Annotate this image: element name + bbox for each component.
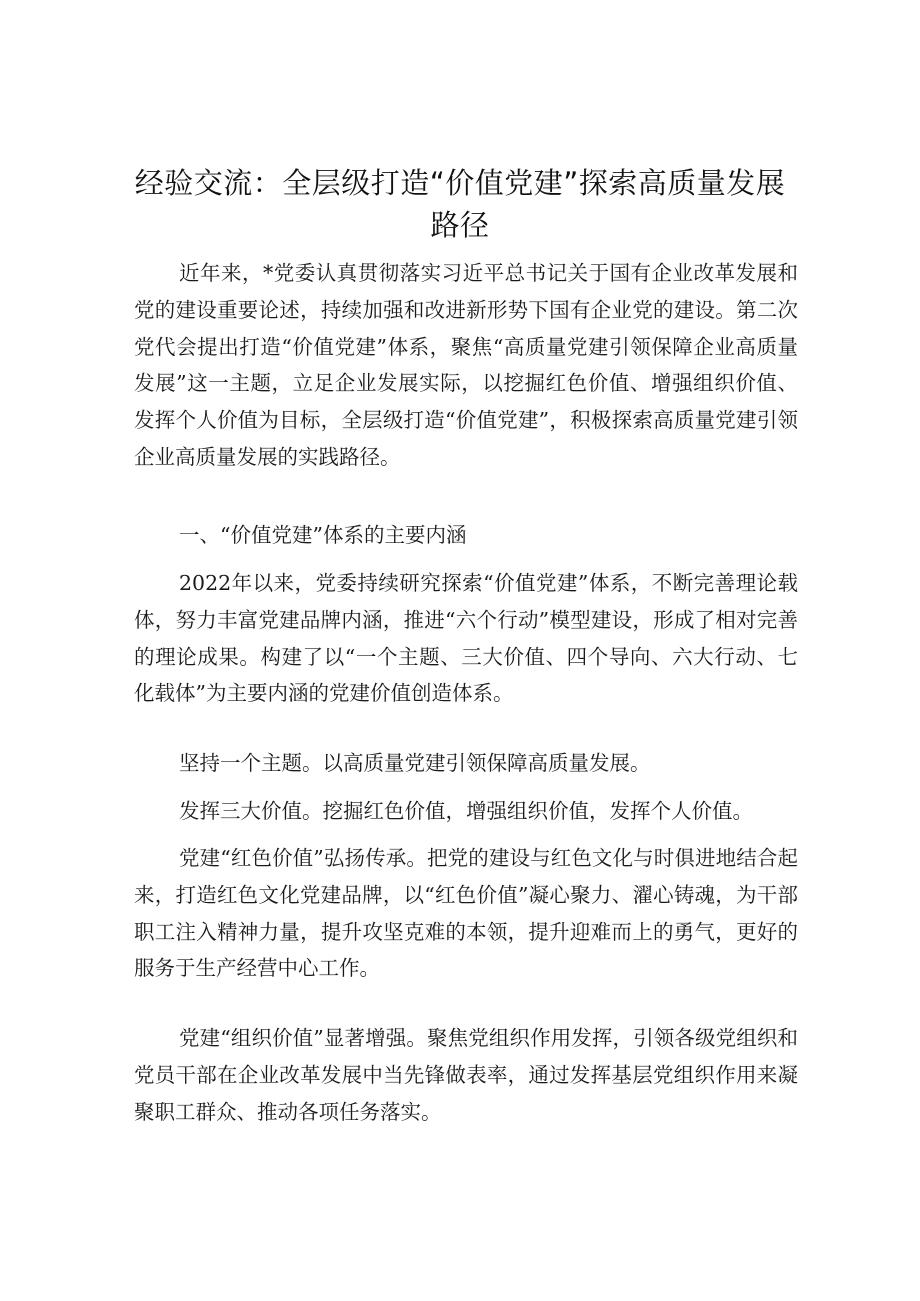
paragraph-system-overview: 2022年以来，党委持续研究探索“价值党建”体系，不断完善理论载体，努力丰富党建品牌内涵，推进“六个行动”模型建设，形成了相对完善的理论成果。构建了以“一个主题、三大价值、四个导向、六大行动、七化载体”为主要内涵的党建价值创造体系。 bbox=[134, 571, 798, 706]
paragraph-three-values: 发挥三大价值。挖掘红色价值，增强组织价值，发挥个人价值。 bbox=[179, 799, 753, 823]
section-heading-1: 一、“价值党建”体系的主要内涵 bbox=[179, 523, 467, 547]
paragraph-intro: 近年来，*党委认真贯彻落实习近平总书记关于国有企业改革发展和党的建设重要论述，持续加强和改进新形势下国有企业党的建设。第二次党代会提出打造“价值党建”体系，聚焦“高质量党建引领保障企业高质量发展”这一主题，立足企业发展实际，以挖掘红色价值、增强组织价值、发挥个人价值为目标，全层级打造“价值党建”，积极探索高质量党建引领企业高质量发展的实践路径。 bbox=[134, 261, 798, 469]
document-title: 经验交流：全层级打造“价值党建”探索高质量发展路径 bbox=[134, 166, 786, 242]
paragraph-organization-value: 党建“组织价值”显著增强。聚焦党组织作用发挥，引领各级党组织和党员干部在企业改革发展中当先锋做表率，通过发挥基层党组织作用来凝聚职工群众、推动各项任务落实。 bbox=[134, 1026, 798, 1124]
paragraph-one-theme: 坚持一个主题。以高质量党建引领保障高质量发展。 bbox=[179, 751, 651, 775]
paragraph-red-value: 党建“红色价值”弘扬传承。把党的建设与红色文化与时俱进地结合起来，打造红色文化党建品牌，以“红色价值”凝心聚力、濯心铸魂，为干部职工注入精神力量，提升攻坚克难的本领，提升迎难而上的勇气，更好的服务于生产经营中心工作。 bbox=[134, 846, 798, 981]
